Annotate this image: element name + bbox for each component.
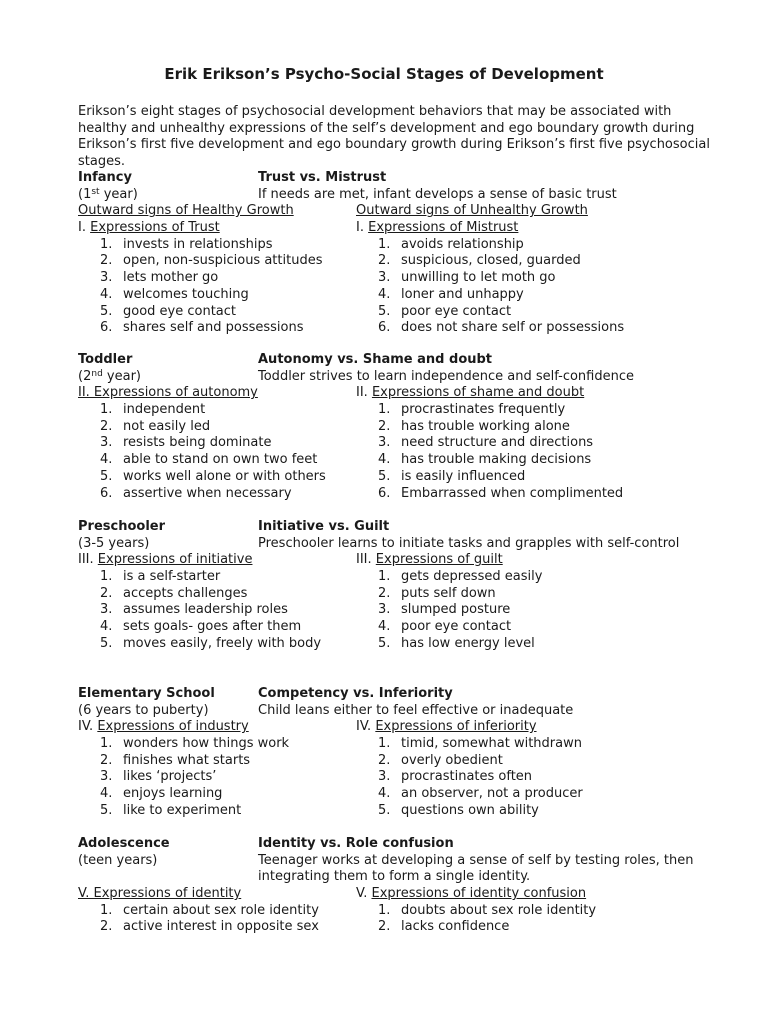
list-item-text: slumped posture	[401, 602, 511, 618]
list-item	[78, 586, 353, 603]
list-item-text: puts self down	[401, 585, 496, 601]
stage-conflict: Identity vs. Role confusion	[258, 836, 454, 851]
list-item-text: has trouble working alone	[401, 418, 570, 434]
list-item-text: works well alone or with others	[123, 468, 326, 484]
list-item	[78, 736, 353, 753]
list-item	[356, 486, 656, 503]
list-item-number: 3.	[378, 769, 391, 785]
list-item-number: 1.	[100, 902, 113, 918]
list-item-text: questions own ability	[401, 802, 539, 818]
list-item-text: assertive when necessary	[123, 485, 292, 501]
list-item-number: 3.	[100, 769, 113, 785]
list-item	[356, 736, 656, 753]
list-item-number: 1.	[378, 902, 391, 918]
list-item-text: an observer, not a producer	[401, 786, 583, 802]
list-item	[78, 469, 353, 486]
healthy-expressions-heading: II. Expressions of autonomy	[78, 385, 258, 401]
list-item	[78, 769, 353, 786]
list-item	[356, 253, 656, 270]
list-item-number: 1.	[100, 569, 113, 585]
list-item-number: 4.	[100, 786, 113, 802]
stage-name: Adolescence	[78, 836, 170, 851]
stage-age: (6 years to puberty)	[78, 702, 209, 718]
healthy-list	[78, 736, 353, 819]
list-item	[356, 803, 656, 820]
unhealthy-column	[356, 719, 656, 819]
healthy-column	[78, 886, 353, 936]
unhealthy-list	[356, 237, 656, 337]
list-item-text: open, non-suspicious attitudes	[123, 253, 323, 269]
healthy-expressions-heading: IV. Expressions of industry	[78, 719, 249, 735]
list-item-text: is a self-starter	[123, 569, 221, 585]
list-item	[356, 320, 656, 337]
list-item	[78, 602, 353, 619]
list-item-text: enjoys learning	[123, 786, 223, 802]
list-item	[78, 486, 353, 503]
stage-name: Toddler	[78, 352, 133, 367]
list-item-number: 2.	[378, 919, 391, 935]
list-item-number: 6.	[100, 485, 113, 501]
unhealthy-list	[356, 903, 656, 936]
list-item-number: 1.	[100, 402, 113, 418]
unhealthy-list	[356, 736, 656, 819]
list-item	[78, 753, 353, 770]
list-item-text: procrastinates often	[401, 769, 533, 785]
list-item-number: 1.	[378, 569, 391, 585]
list-item-number: 3.	[378, 435, 391, 451]
unhealthy-column	[356, 385, 656, 502]
list-item-number: 4.	[378, 619, 391, 635]
list-item	[356, 452, 656, 469]
list-item-number: 4.	[378, 452, 391, 468]
list-item-text: welcomes touching	[123, 286, 249, 302]
list-item	[78, 287, 353, 304]
list-item-text: timid, somewhat withdrawn	[401, 736, 582, 752]
healthy-column	[78, 220, 353, 337]
stage-conflict: Autonomy vs. Shame and doubt	[258, 352, 493, 367]
list-item	[78, 402, 353, 419]
list-item-text: wonders how things work	[123, 736, 290, 752]
list-item-text: accepts challenges	[123, 585, 248, 601]
list-item	[78, 452, 353, 469]
list-item-number: 2.	[378, 418, 391, 434]
list-item	[356, 270, 656, 287]
healthy-list	[78, 903, 353, 936]
list-item	[78, 237, 353, 254]
list-item-number: 2.	[100, 919, 113, 935]
list-item	[356, 602, 656, 619]
list-item-number: 5.	[100, 303, 113, 319]
list-item-text: moves easily, freely with body	[123, 635, 322, 651]
stage-conflict: Trust vs. Mistrust	[258, 170, 387, 185]
list-item-text: lets mother go	[123, 270, 219, 286]
list-item-number: 4.	[378, 786, 391, 802]
unhealthy-column	[356, 886, 656, 936]
list-item-number: 2.	[100, 253, 113, 269]
list-item-number: 5.	[378, 635, 391, 651]
list-item-number: 4.	[100, 619, 113, 635]
unhealthy-expressions-heading: II. Expressions of shame and doubt	[356, 385, 585, 401]
list-item-text: sets goals- goes after them	[123, 619, 302, 635]
list-item	[356, 435, 656, 452]
list-item-number: 1.	[378, 402, 391, 418]
list-item-number: 3.	[378, 270, 391, 286]
list-item-number: 4.	[100, 286, 113, 302]
list-item	[78, 435, 353, 452]
stage-description: If needs are met, infant develops a sense of basic trust	[258, 186, 617, 202]
list-item	[356, 469, 656, 486]
list-item	[356, 237, 656, 254]
list-item-text: able to stand on own two feet	[123, 452, 318, 468]
stage-toddler	[78, 352, 718, 501]
list-item-text: has low energy level	[401, 635, 535, 651]
list-item-number: 2.	[378, 585, 391, 601]
stage-name: Preschooler	[78, 519, 166, 534]
unhealthy-column	[356, 220, 656, 337]
stage-age: (3-5 years)	[78, 535, 150, 551]
list-item-text: loner and unhappy	[401, 286, 524, 302]
list-item	[78, 636, 353, 653]
list-item-number: 3.	[378, 602, 391, 618]
list-item	[356, 402, 656, 419]
stage-conflict: Initiative vs. Guilt	[258, 519, 390, 534]
unhealthy-expressions-heading: IV. Expressions of inferiority	[356, 719, 537, 735]
list-item	[356, 304, 656, 321]
unhealthy-column	[356, 552, 656, 652]
stage-description: Toddler strives to learn independence and self-confidence	[258, 368, 634, 384]
list-item-number: 6.	[378, 485, 391, 501]
stage-age: (teen years)	[78, 852, 158, 868]
list-item	[78, 569, 353, 586]
list-item-number: 1.	[100, 236, 113, 252]
stage-description: Teenager works at developing a sense of self by testing roles, then integrating them to form a single identity.	[258, 852, 694, 885]
healthy-signs-heading: Outward signs of Healthy Growth	[78, 203, 294, 219]
list-item	[356, 636, 656, 653]
list-item-text: procrastinates frequently	[401, 402, 566, 418]
list-item	[356, 903, 656, 920]
unhealthy-expressions-heading: I. Expressions of Mistrust	[356, 220, 519, 236]
list-item	[356, 287, 656, 304]
list-item-number: 2.	[100, 752, 113, 768]
list-item-number: 5.	[378, 468, 391, 484]
intro-paragraph: Erikson’s eight stages of psychosocial development behaviors that may be associated with healthy and unhealthy expressions of the self’s development and ego boundary growth during Erikson’s first five development and ego boundary growth during Erikson’s first five psychosocial stages.	[78, 104, 710, 170]
list-item	[78, 253, 353, 270]
list-item-number: 3.	[100, 602, 113, 618]
list-item-text: resists being dominate	[123, 435, 272, 451]
list-item-text: active interest in opposite sex	[123, 919, 319, 935]
stage-description: Preschooler learns to initiate tasks and grapples with self-control	[258, 535, 680, 551]
page-title: Erik Erikson’s Psycho-Social Stages of Development	[164, 65, 604, 83]
list-item	[356, 753, 656, 770]
unhealthy-signs-heading: Outward signs of Unhealthy Growth	[356, 203, 588, 219]
list-item	[356, 919, 656, 936]
list-item-number: 5.	[100, 802, 113, 818]
list-item-text: unwilling to let moth go	[401, 270, 556, 286]
list-item-number: 2.	[378, 253, 391, 269]
list-item	[356, 619, 656, 636]
list-item-text: poor eye contact	[401, 303, 512, 319]
list-item-number: 4.	[378, 286, 391, 302]
list-item	[78, 320, 353, 337]
list-item-number: 2.	[100, 585, 113, 601]
list-item-number: 1.	[100, 736, 113, 752]
healthy-list	[78, 237, 353, 337]
healthy-column	[78, 552, 353, 652]
list-item-text: suspicious, closed, guarded	[401, 253, 581, 269]
unhealthy-expressions-heading: III. Expressions of guilt	[356, 552, 503, 568]
list-item-text: certain about sex role identity	[123, 902, 319, 918]
list-item-text: doubts about sex role identity	[401, 902, 597, 918]
healthy-expressions-heading: III. Expressions of initiative	[78, 552, 253, 568]
list-item-number: 1.	[378, 236, 391, 252]
stage-elementary-school	[78, 686, 718, 818]
unhealthy-expressions-heading: V. Expressions of identity confusion	[356, 886, 587, 902]
stage-name: Elementary School	[78, 686, 215, 701]
list-item-number: 5.	[100, 468, 113, 484]
list-item-text: avoids relationship	[401, 236, 524, 252]
list-item-number: 2.	[378, 752, 391, 768]
list-item	[78, 619, 353, 636]
list-item-text: lacks confidence	[401, 919, 510, 935]
list-item-text: does not share self or possessions	[401, 320, 625, 336]
list-item-text: likes ‘projects’	[123, 769, 217, 785]
healthy-expressions-heading: V. Expressions of identity	[78, 886, 242, 902]
stage-description: Child leans either to feel effective or inadequate	[258, 702, 574, 718]
list-item-number: 6.	[100, 320, 113, 336]
stage-adolescence	[78, 836, 718, 935]
stage-preschooler	[78, 519, 718, 651]
healthy-expressions-heading: I. Expressions of Trust	[78, 220, 220, 236]
list-item-text: good eye contact	[123, 303, 237, 319]
list-item-number: 6.	[378, 320, 391, 336]
list-item-text: need structure and directions	[401, 435, 594, 451]
list-item	[356, 586, 656, 603]
list-item	[78, 419, 353, 436]
list-item	[356, 786, 656, 803]
list-item-text: has trouble making decisions	[401, 452, 592, 468]
list-item-number: 3.	[100, 435, 113, 451]
stage-conflict: Competency vs. Inferiority	[258, 686, 453, 701]
stage-age: (1st year)	[78, 186, 138, 202]
unhealthy-list	[356, 569, 656, 652]
list-item	[78, 786, 353, 803]
stage-age: (2nd year)	[78, 368, 141, 384]
list-item-text: assumes leadership roles	[123, 602, 288, 618]
list-item-text: shares self and possessions	[123, 320, 304, 336]
list-item-text: is easily influenced	[401, 468, 526, 484]
healthy-list	[78, 402, 353, 502]
list-item-text: finishes what starts	[123, 752, 251, 768]
unhealthy-list	[356, 402, 656, 502]
list-item-text: Embarrassed when complimented	[401, 485, 624, 501]
list-item-number: 1.	[378, 736, 391, 752]
stage-infancy	[78, 170, 718, 336]
list-item-number: 5.	[378, 303, 391, 319]
list-item-number: 2.	[100, 418, 113, 434]
list-item-number: 5.	[100, 635, 113, 651]
list-item-text: like to experiment	[123, 802, 242, 818]
list-item-text: independent	[123, 402, 206, 418]
list-item	[78, 903, 353, 920]
list-item	[78, 919, 353, 936]
stage-name: Infancy	[78, 170, 132, 185]
healthy-column	[78, 385, 353, 502]
list-item-text: not easily led	[123, 418, 211, 434]
list-item-text: gets depressed easily	[401, 569, 543, 585]
list-item	[78, 270, 353, 287]
list-item-text: invests in relationships	[123, 236, 273, 252]
list-item-number: 3.	[100, 270, 113, 286]
list-item-text: poor eye contact	[401, 619, 512, 635]
list-item	[356, 769, 656, 786]
list-item	[356, 569, 656, 586]
list-item	[356, 419, 656, 436]
list-item-text: overly obedient	[401, 752, 503, 768]
list-item	[78, 803, 353, 820]
healthy-column	[78, 719, 353, 819]
list-item-number: 5.	[378, 802, 391, 818]
list-item	[78, 304, 353, 321]
healthy-list	[78, 569, 353, 652]
list-item-number: 4.	[100, 452, 113, 468]
